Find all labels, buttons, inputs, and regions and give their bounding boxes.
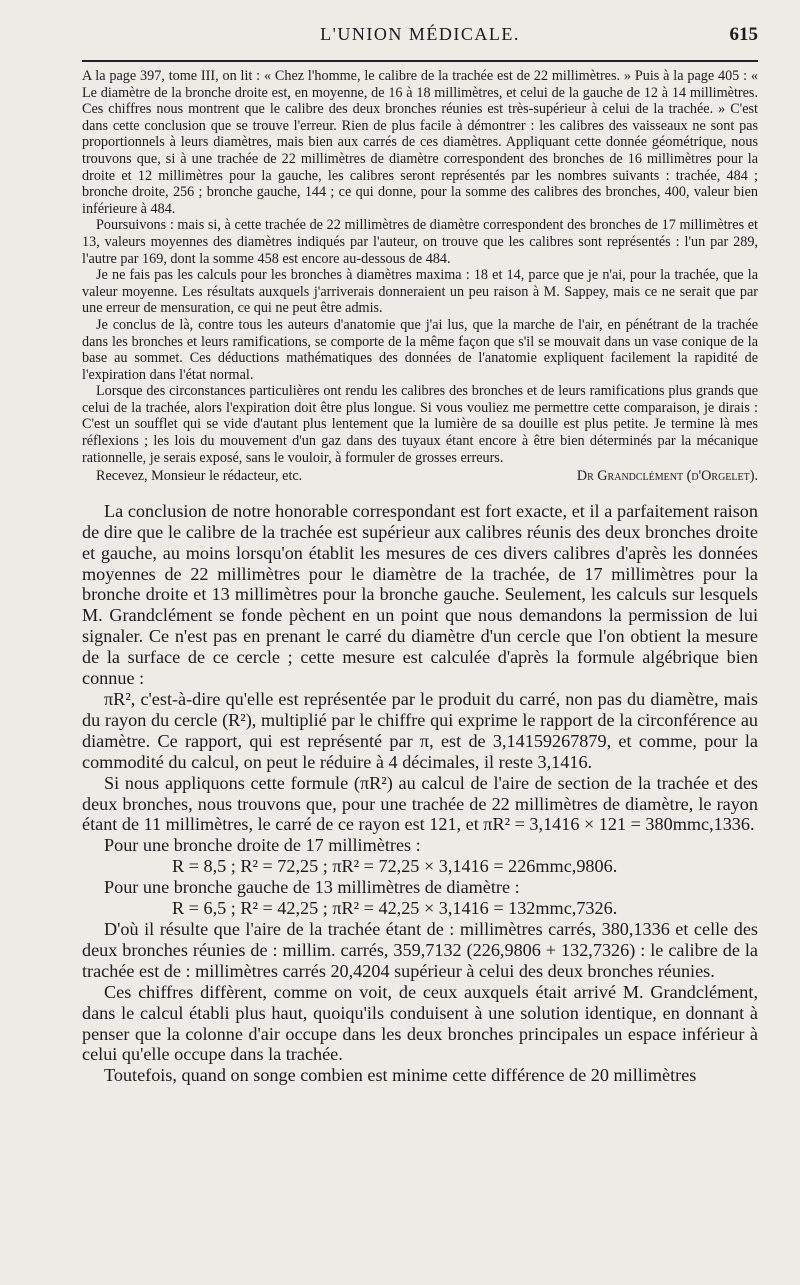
commentary-paragraph: D'où il résulte que l'aire de la trachée étant de : millimètres carrés, 380,1336 et celle des deux bronches réunies de : millim. carrés, 359,7132 (226,9806 + 132,7326) : le calibre de la trachée est de : millimètres carrés 20,4204 supérieur à celui des deux bronches réunies. [82,918,758,981]
letter-paragraph: Poursuivons : mais si, à cette trachée de 22 millimètres de diamètre correspondent des bronches de 17 millimètres et 13, valeurs moyennes des diamètres indiqués par l'auteur, on trouve que les calibres sont représentés : l'un par 289, l'autre par 169, dont la somme 458 est encore au-dessous de 484. [82,217,758,267]
commentary-paragraph: πR², c'est-à-dire qu'elle est représentée par le produit du carré, non pas du diamètre, mais du rayon du cercle (R²), multiplié par le chiffre qui exprime le rapport de la circonférence au diamètre. Ce rapport, qui est représenté par π, est de 3,14159267879, et comme, pour la commodité du calcul, on peut le réduire à 4 décimales, il reste 3,1416. [82,689,758,772]
commentary-paragraph: Si nous appliquons cette formule (πR²) au calcul de l'aire de section de la trachée et des deux bronches, nous trouvons que, pour une trachée de 22 millimètres de diamètre, le rayon étant de 11 millimètres, le carré de ce rayon est 121, et πR² = 3,1416 × 121 = 380mmc,1336. [82,772,758,835]
letter-paragraph: Je conclus de là, contre tous les auteurs d'anatomie que j'ai lus, que la marche de l'air, en pénétrant de la trachée dans les bronches et leurs ramifications, se comporte de la même façon que s'il se mouvait dans un vase conique de la base au sommet. Ces déductions mathématiques des données de l'anatomie expliquent facilement la rapidité de l'expiration dans l'état normal. [82,316,758,383]
commentary-paragraph: Ces chiffres diffèrent, comme on voit, de ceux auxquels était arrivé M. Grandclément, dans le calcul établi plus haut, quoiqu'ils conduisent à une solution identique, en donnant à penser que la colonne d'air occupe dans les deux bronches principales un espace inférieur à celui qu'elle occupe dans la trachée. [82,981,758,1065]
page-number: 615 [729,24,758,45]
running-title: L'UNION MÉDICALE. [320,24,520,44]
page-header [82,22,758,48]
letter-paragraph: Je ne fais pas les calculs pour les bronches à diamètres maxima : 18 et 14, parce que je n'ai, pour la trachée, que la valeur moyenne. Les résultats auxquels j'arriverais donneraient un peu raison à M. Sappey, mais ce ne serait que par une erreur de mensuration, ce qui ne peut être admis. [82,267,758,317]
letter-paragraph: Lorsque des circonstances particulières ont rendu les calibres des bronches et de leurs ramifications plus grands que celui de la trachée, alors l'expiration doit être plus longue. Si vous vouliez me permettre cette comparaison, je dirais : C'est un soufflet qui se vide d'autant plus lentement que la lumière de sa douille est plus petite. Je termine là mes réflexions ; les lois du mouvement d'un gaz dans des tuyaux étant encore à être bien déterminés par la mécanique rationnelle, je serais exposé, sans le vouloir, à formuler de grosses erreurs. [82,383,758,466]
letter-signature: Dr Grandclément (d'Orgelet). [576,468,758,485]
header-rule [82,60,758,62]
formula-left-bronchus: R = 6,5 ; R² = 42,25 ; πR² = 42,25 × 3,1416 = 132mmc,7326. [172,898,618,919]
commentary-paragraph: Toutefois, quand on songe combien est minime cette différence de 20 millimètres [104,1065,697,1086]
formula-right-bronchus: R = 8,5 ; R² = 72,25 ; πR² = 72,25 × 3,1416 = 226mmc,9806. [172,856,618,877]
editorial-commentary [82,501,758,1086]
letter-paragraph: A la page 397, tome III, on lit : « Chez l'homme, le calibre de la trachée est de 22 millimètres. » Puis à la page 405 : « Le diamètre de la bronche droite est, en moyenne, de 16 à 18 millimètres, et celui de la gauche de 12 à 14 millimètres. Ces chiffres nous montrent que le calibre des deux bronches réunies est très-supérieur à celui de la trachée. » C'est dans cette conclusion que se trouve l'erreur. Rien de plus facile à démontrer : les calibres des vaisseaux ne sont pas proportionnels à leurs diamètres, mais bien aux carrés de ces diamètres. Appliquant cette donnée géométrique, nous trouvons que, si à une trachée de 22 millimètres de diamètre correspondent des bronches de 16 millimètres pour la droite et 12 millimètres pour la gauche, les calibres seront représentés par les nombres suivants : trachée, 484 ; bronche droite, 256 ; bronche gauche, 144 ; ce qui donne, pour la somme des calibres des bronches, 400, valeur bien inférieure à 484. [82,68,758,217]
letter-closing: Recevez, Monsieur le rédacteur, etc. [96,468,303,485]
letter-signature-line [82,468,758,485]
commentary-paragraph: Pour une bronche gauche de 13 millimètres de diamètre : [104,877,520,898]
commentary-paragraph: La conclusion de notre honorable correspondant est fort exacte, et il a parfaitement raison de dire que le calibre de la trachée est supérieur aux calibres réunis des deux bronches droite et gauche, au moins lorsqu'on établit les mesures de ces divers calibres d'après les données moyennes de 22 millimètres pour le diamètre de la trachée, de 17 millimètres pour la bronche droite et 13 millimètres pour la bronche gauche. Seulement, les calculs sur lesquels M. Grandclément se fonde pèchent en un point que nous demandons la permission de lui signaler. Ce n'est pas en prenant le carré du diamètre d'un cercle que l'on obtient la mesure de la surface de ce cercle ; cette mesure est calculée d'après la formule algébrique bien connue : [82,500,758,689]
commentary-paragraph: Pour une bronche droite de 17 millimètres : [104,835,421,856]
correspondent-letter [82,68,758,485]
